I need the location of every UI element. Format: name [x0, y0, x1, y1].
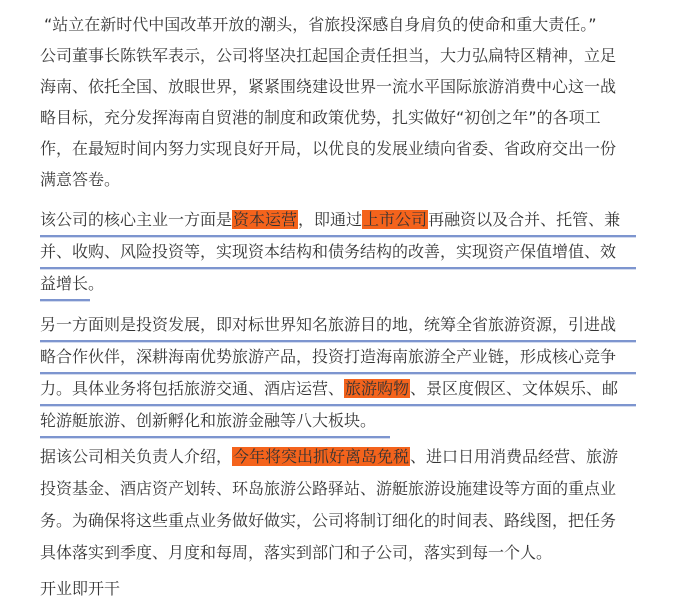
text-segment: 据该公司相关负责人介绍，	[40, 447, 233, 466]
paragraph-3-line-1: 另一方面则是投资发展，即对标世界知名旅游目的地，统筹全省旅游资源，引进战	[40, 310, 636, 342]
paragraph-1-line-3: 海南、依托全国、放眼世界，紧紧围绕建设世界一流水平国际旅游消费中心这一战	[40, 77, 617, 96]
paragraph-4-line-2: 投资基金、酒店资产划转、环岛旅游公路驿站、游艇旅游设施建设等方面的重点业	[40, 479, 617, 498]
text-segment: 该公司的核心主业一方面是	[40, 210, 233, 229]
text-segment: ，即通过	[298, 210, 363, 229]
paragraph-3-line-4: 轮游艇旅游、创新孵化和旅游金融等八大板块。	[40, 406, 390, 438]
highlight-duty-free: 今年将突出抓好离岛免税	[233, 447, 410, 466]
highlight-listed-company: 上市公司	[363, 210, 428, 229]
text-segment: 力。具体业务将包括旅游交通、酒店运营、	[40, 379, 345, 398]
paragraph-4-line-1	[40, 442, 618, 472]
paragraph-1-line-6: 满意答卷。	[40, 170, 121, 189]
paragraph-4-line-4: 具体落实到季度、月度和每周，落实到部门和子公司，落实到每一个人。	[40, 543, 553, 562]
text-segment: 、进口日用消费品经营、旅游	[410, 447, 619, 466]
paragraph-1-line-1: “站立在新时代中国改革开放的潮头，省旅投深感自身肩负的使命和重大责任。”	[44, 15, 597, 34]
paragraph-2-line-2: 并、收购、风险投资等，实现资本结构和债务结构的改善，实现资产保值增值、效	[40, 237, 636, 269]
paragraph-3-line-3	[40, 374, 636, 406]
paragraph-2-line-3: 益增长。	[40, 269, 90, 301]
paragraph-5-line-1: 开业即开干	[40, 579, 121, 598]
paragraph-1-line-4: 略目标，充分发挥海南自贸港的制度和政策优势，扎实做好“初创之年”的各项工	[40, 108, 601, 127]
paragraph-1-line-2: 公司董事长陈铁军表示，公司将坚决扛起国企责任担当，大力弘扁特区精神，立足	[40, 46, 617, 65]
paragraph-4-line-3: 务。为确保将这些重点业务做好做实，公司将制订细化的时间表、路线图，把任务	[40, 511, 617, 530]
text-segment: 、景区度假区、文体娱乐、邮	[410, 379, 619, 398]
highlight-capital-operation: 资本运营	[233, 210, 298, 229]
paragraph-1-line-5: 作，在最短时间内努力实现良好开局，以优良的发展业绩向省委、省政府交出一份	[40, 139, 617, 158]
paragraph-3-line-2: 略合作伙伴，深耕海南优势旅游产品，投资打造海南旅游全产业链，形成核心竞争	[40, 342, 636, 374]
highlight-tourism-shopping: 旅游购物	[345, 379, 410, 398]
paragraph-2-line-1	[40, 205, 636, 237]
text-segment: 再融资以及合并、托管、兼	[428, 210, 621, 229]
